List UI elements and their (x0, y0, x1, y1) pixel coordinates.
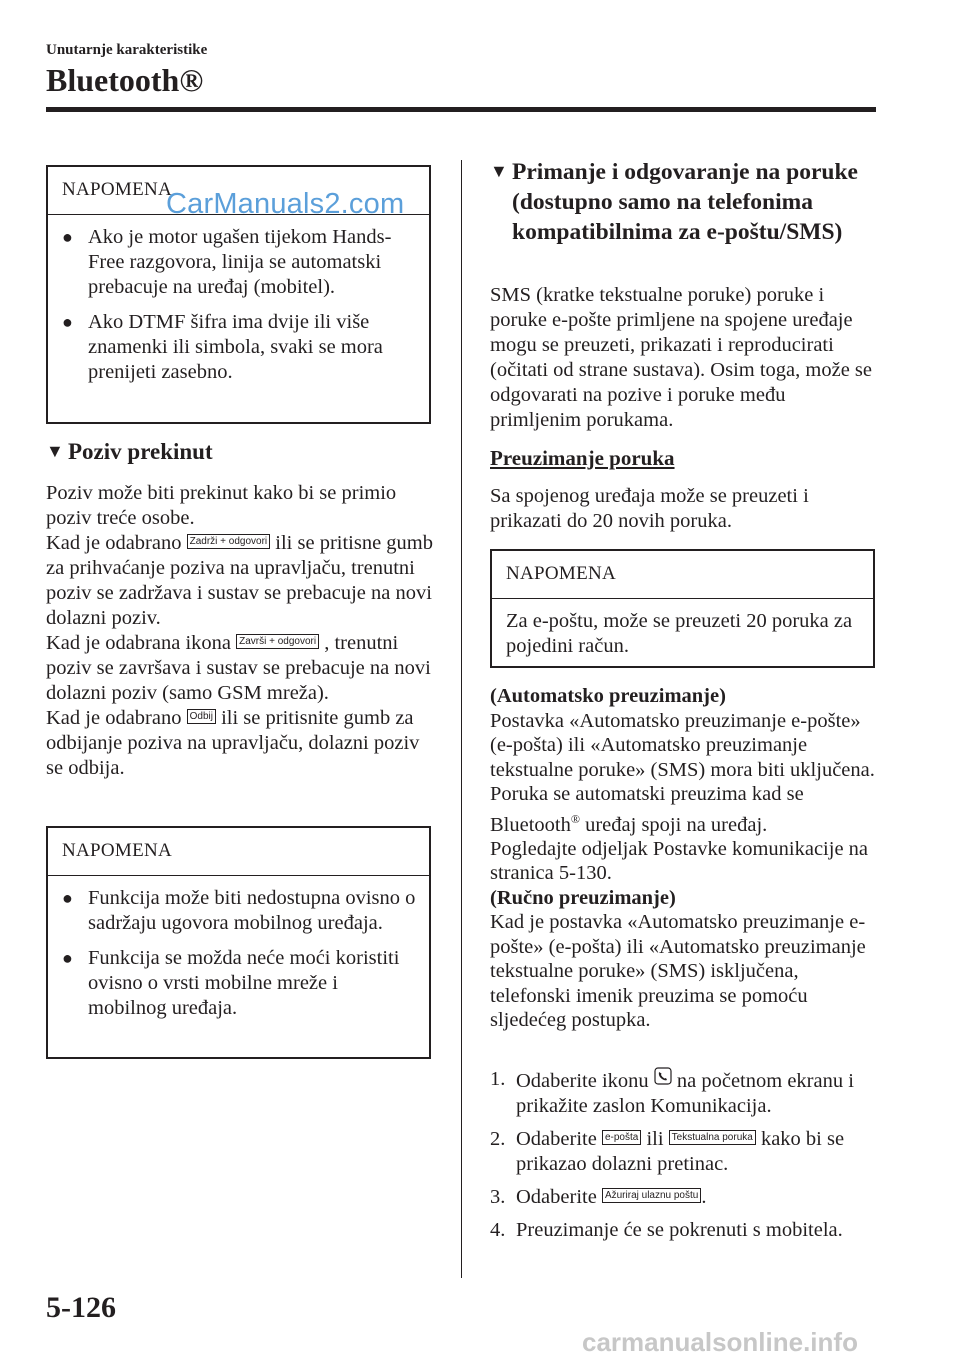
note-body: Za e-poštu, može se preuzeti 20 poruka za pojedini račun. (506, 610, 853, 657)
step-item (490, 1218, 880, 1243)
hold-answer-button-label: Zadrži + odgovori (187, 534, 271, 549)
auto-download-section (490, 684, 880, 1033)
bullet-dot: ● (62, 312, 73, 332)
step-text: Odaberite e-pošta ili Tekstualna poruka kako bi se prikazao dolazni pretinac. (516, 1128, 845, 1175)
bullet-text: Funkcija se možda neće moći koristiti ovisno o vrsti mobilne mreže i mobilnog uređaja. (88, 947, 400, 1019)
note-heading: NAPOMENA (48, 167, 429, 215)
watermark-carmanualsonline: carmanualsonline.info (582, 1327, 858, 1357)
subheading-download-messages: Preuzimanje poruka (490, 446, 675, 470)
step-text: Odaberite Ažuriraj ulaznu poštu . (516, 1186, 707, 1208)
triangle-down-icon: ▼ (46, 441, 64, 461)
page-title: Bluetooth® (46, 62, 204, 98)
bullet-dot: ● (62, 227, 73, 247)
bullet-item (62, 225, 417, 300)
step-item (490, 1127, 880, 1177)
manual-download-text: Kad je postavka «Automatsko preuzimanje e-pošte» (e-pošta) ili «Automatsko preuzimanje tekstualne poruke» (SMS) isključena, telefonski imenik preuzima se pomoću sljedećeg postupka. (490, 911, 866, 1032)
bullet-item (62, 310, 417, 385)
text-message-button-label: Tekstualna poruka (669, 1130, 756, 1145)
title-rule (46, 107, 876, 112)
end-answer-button-label: Završi + odgovori (236, 634, 319, 649)
bullet-text: Ako je motor ugašen tijekom Hands-Free razgovora, linija se automatski prebacuje na uređaj (mobitel). (88, 226, 392, 298)
email-button-label: e-pošta (602, 1130, 641, 1145)
step-text: Odaberite ikonu na početnom ekranu i prikažite zaslon Komunikacija. (516, 1067, 880, 1119)
heading-text: Primanje i odgovaranje na poruke (dostupno samo na telefonima kompatibilnima za e-poštu/SMS) (512, 159, 858, 245)
note-box-2 (46, 826, 431, 1059)
auto-download-text: Postavka «Automatsko preuzimanje e-pošte» (e-pošta) ili «Automatsko preuzimanje tekstualne poruke» (SMS) mora biti uključena. Poruka se automatski preuzima kad se Bluetooth® uređaj spoji na uređaj. (490, 709, 875, 836)
heading-text: Poziv prekinut (68, 439, 213, 464)
intro-paragraph: SMS (kratke tekstualne poruke) poruke i poruke e-pošte primljene na spojene uređaje mogu se preuzeti, prikazati i reproducirati (očitati od strane sustava). Osim toga, može se odgovarati na pozive i poruke među primljenim porukama. (490, 284, 872, 431)
reject-button-label: Odbij (187, 709, 216, 724)
section-label: Unutarnje karakteristike (46, 42, 208, 58)
triangle-down-icon: ▼ (490, 161, 508, 181)
steps-list (490, 1067, 880, 1251)
step-item (490, 1185, 880, 1210)
bullet-item (62, 886, 417, 936)
note-body (48, 876, 429, 1031)
note-heading: NAPOMENA (492, 551, 873, 599)
bullet-text: Funkcija može biti nedostupna ovisno o sadržaju ugovora mobilnog uređaja. (88, 887, 416, 934)
bullet-text: Ako DTMF šifra ima dvije ili više znamenki ili simbola, svaki se mora prenijeti zasebno. (88, 311, 383, 383)
paragraph: Kad je odabrana ikona Završi + odgovori , trenutni poziv se završava i sustav se prebacuje na novi dolazni poziv (samo GSM mreža). (46, 632, 431, 704)
note-box-3 (490, 549, 875, 668)
step-text: Preuzimanje će se pokrenuti s mobitela. (516, 1219, 843, 1241)
auto-download-heading: (Automatsko preuzimanje) (490, 685, 726, 707)
section-heading-receive-messages (490, 157, 875, 247)
phone-icon (654, 1067, 672, 1085)
step-number: 3. (490, 1186, 506, 1208)
paragraph: Poziv može biti prekinut kako bi se primio poziv treće osobe. (46, 482, 397, 529)
column-divider (461, 160, 462, 1278)
bullet-dot: ● (62, 948, 73, 968)
bullet-dot: ● (62, 888, 73, 908)
note-body (48, 215, 429, 395)
manual-download-heading: (Ručno preuzimanje) (490, 886, 676, 909)
note-heading: NAPOMENA (48, 828, 429, 876)
update-inbox-button-label: Ažuriraj ulaznu poštu (602, 1188, 701, 1203)
step-number: 4. (490, 1219, 506, 1241)
paragraph: Kad je odabrano Zadrži + odgovori ili se pritisne gumb za prihvaćanje poziva na upravljaču, trenutni poziv se zadržava i sustav se prebacuje na novi dolazni poziv. (46, 532, 434, 629)
auto-download-reference: Pogledajte odjeljak Postavke komunikacije na stranica 5-130. (490, 837, 869, 885)
step-number: 2. (490, 1128, 506, 1150)
step-item (490, 1067, 880, 1119)
section-heading-call-interrupted (46, 437, 431, 466)
body-text-left (46, 481, 434, 781)
step-number: 1. (490, 1068, 506, 1090)
bullet-item (62, 946, 417, 1021)
watermark-carmanuals: CarManuals2.com (166, 188, 405, 220)
paragraph: Kad je odabrano Odbij ili se pritisnite gumb za odbijanje poziva na upravljaču, dolazni poziv se odbija. (46, 707, 420, 779)
download-paragraph: Sa spojenog uređaja može se preuzeti i prikazati do 20 novih poruka. (490, 485, 809, 532)
page-number: 5-126 (46, 1291, 116, 1324)
